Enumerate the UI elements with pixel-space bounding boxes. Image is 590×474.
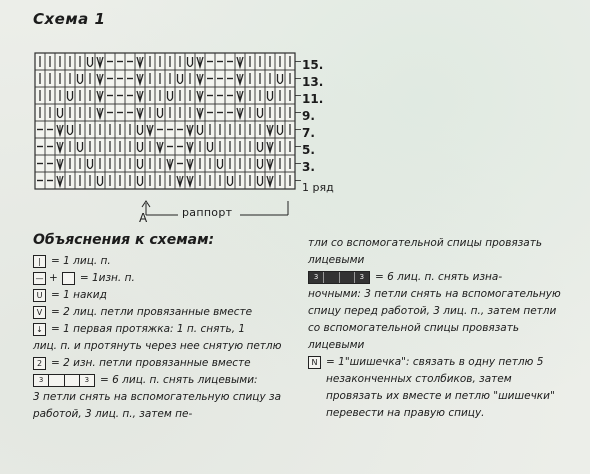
legend-text: = 1 накид bbox=[51, 289, 107, 301]
row-label: 9. bbox=[302, 109, 315, 123]
row-label: 13. bbox=[302, 75, 324, 89]
cable-cell: 3 bbox=[359, 273, 365, 281]
repeat-marker: A bbox=[139, 211, 148, 225]
cable-cell bbox=[65, 375, 80, 386]
cable-cell bbox=[340, 272, 355, 283]
legend-text-continued: лиц. п. и протянуть через нее снятую петлю bbox=[33, 340, 282, 352]
cable-cell: 3 bbox=[34, 375, 49, 386]
legend-right-column bbox=[308, 235, 563, 422]
legend-text: = 2 лиц. петли провязанные вместе bbox=[51, 306, 253, 318]
bobble-icon: N bbox=[308, 356, 321, 369]
cable-back-icon bbox=[33, 374, 95, 387]
legend-text: = 1 первая протяжка: 1 п. снять, 1 bbox=[51, 323, 246, 335]
legend-item bbox=[33, 372, 293, 389]
purl-stitch-icon: — bbox=[33, 272, 46, 285]
legend-text: = 2 изн. петли провязанные вместе bbox=[51, 357, 251, 369]
yarn-over-icon: U bbox=[33, 289, 46, 302]
legend-item bbox=[33, 287, 293, 304]
legend-text: = 1 лиц. п. bbox=[51, 255, 111, 267]
legend-left-column bbox=[33, 253, 293, 423]
legend-text: = 1"шишечка": связать в одну петлю 5 незаконченных столбиков, затем провязать их вместе и петлю "шишечки" перевести на правую спицу. bbox=[326, 356, 555, 419]
row-label: 5. bbox=[302, 143, 315, 157]
blank-cell-icon bbox=[62, 272, 75, 285]
knit-stitch-icon: | bbox=[33, 255, 46, 268]
legend-text-continued: ночными: 3 петли снять на вспомогательную спицу перед работой, 3 лиц. п., затем петли со вспомогательной спицы провязать лицевыми bbox=[308, 288, 561, 351]
legend-text: = 1изн. п. bbox=[79, 272, 135, 284]
row-label: 7. bbox=[302, 126, 315, 140]
legend-item bbox=[308, 354, 563, 422]
legend-item bbox=[33, 253, 293, 270]
knitting-chart bbox=[0, 0, 590, 230]
k2tog-icon: V bbox=[33, 306, 46, 319]
slip-knit-pass-icon: ↓ bbox=[33, 323, 46, 336]
cable-cell: 3 bbox=[309, 272, 324, 283]
legend-text: = 6 лиц. п. снять изна- bbox=[375, 271, 503, 283]
legend-item bbox=[308, 269, 563, 286]
cable-cell bbox=[324, 272, 339, 283]
cable-cell bbox=[49, 375, 64, 386]
p2tog-icon: 2 bbox=[33, 357, 46, 370]
row-label: 3. bbox=[302, 160, 315, 174]
cable-cell: 3 bbox=[84, 376, 90, 384]
legend-title: Объяснения к схемам: bbox=[33, 232, 215, 248]
cable-front-icon bbox=[308, 271, 370, 284]
repeat-label: раппорт bbox=[182, 206, 233, 219]
row-label: 1 ряд bbox=[302, 181, 334, 194]
scheme-title: Схема 1 bbox=[33, 10, 106, 28]
legend-item bbox=[33, 321, 293, 338]
legend-item bbox=[33, 355, 293, 372]
plus-sign: + bbox=[49, 272, 58, 284]
row-label: 15. bbox=[302, 58, 324, 72]
legend-item bbox=[33, 270, 293, 287]
legend-item bbox=[33, 304, 293, 321]
legend-text: = 6 лиц. п. снять лицевыми: bbox=[100, 374, 258, 386]
legend-text-continued: тли со вспомогательной спицы провязать лицевыми bbox=[308, 237, 543, 266]
row-label: 11. bbox=[302, 92, 324, 106]
legend-text-continued: 3 петли снять на вспомогательную спицу за работой, 3 лиц. п., затем пе- bbox=[33, 391, 282, 420]
